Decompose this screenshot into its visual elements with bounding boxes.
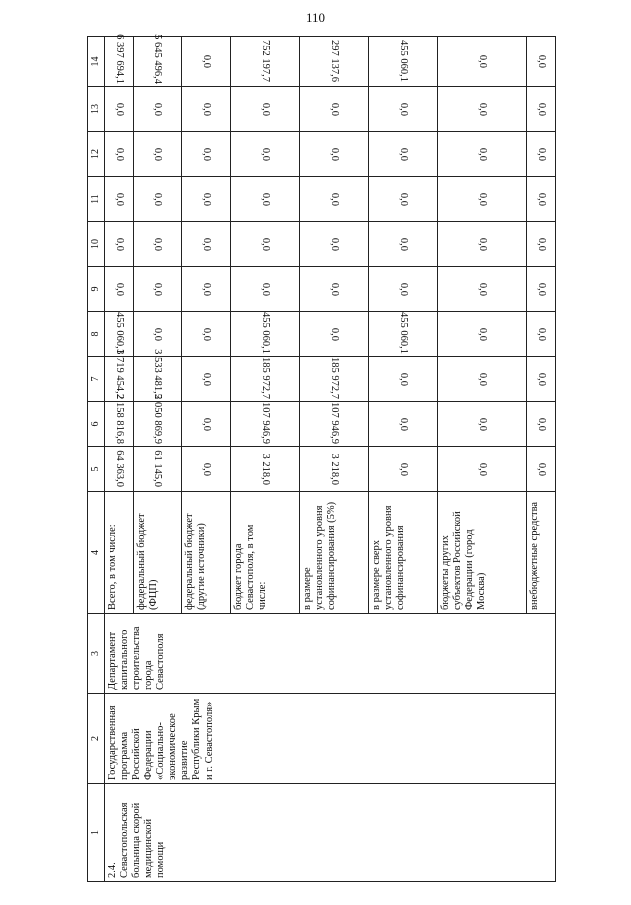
amount-value: 0,0: [201, 237, 213, 251]
amount-value: 455 060,1: [260, 312, 272, 354]
amount-cell: [133, 87, 182, 132]
amount-value: 0,0: [152, 282, 164, 296]
amount-cell: [105, 87, 134, 132]
amount-cell: [369, 357, 438, 402]
amount-value: 0,0: [477, 54, 489, 69]
funding-source-label: федеральный бюджет (другие источники): [182, 492, 231, 614]
amount-value: 0,0: [152, 192, 164, 206]
amount-value: 185 972,7: [329, 357, 341, 399]
column-number-4: 4: [88, 492, 105, 614]
amount-cell: [231, 222, 300, 267]
amount-cell: [300, 37, 369, 87]
amount-value: 0,0: [536, 372, 548, 386]
amount-value: 3 218,0: [329, 453, 341, 485]
amount-value: 0,0: [477, 462, 489, 476]
amount-value: 0,0: [113, 147, 125, 161]
amount-value: 0,0: [398, 372, 410, 386]
object-name-cell: 2.4. Севастопольская больница скорой медицинской помощи: [105, 784, 556, 882]
page-number: 110: [305, 10, 326, 25]
amount-cell: [231, 447, 300, 492]
rotated-table-area: [87, 34, 556, 882]
amount-cell: [527, 37, 556, 87]
amount-value: 455 060,1: [398, 312, 410, 354]
amount-cell: [369, 132, 438, 177]
amount-value: 0,0: [536, 327, 548, 341]
amount-value: 0,0: [152, 327, 164, 341]
amount-value: 297 137,6: [329, 40, 341, 83]
column-number-14: 14: [88, 37, 105, 87]
amount-value: 0,0: [329, 192, 341, 206]
column-number-6: 6: [88, 402, 105, 447]
amount-value: 0,0: [329, 102, 341, 116]
amount-value: 185 972,7: [260, 357, 272, 399]
amount-cell: [182, 267, 231, 312]
amount-cell: [231, 37, 300, 87]
column-number-7: 7: [88, 357, 105, 402]
amount-cell: [527, 447, 556, 492]
amount-value: 0,0: [201, 327, 213, 341]
amount-value: 2 158 816,8: [113, 394, 125, 444]
amount-value: 0,0: [201, 147, 213, 161]
amount-value: 64 363,0: [113, 450, 125, 488]
amount-value: 107 946,9: [329, 402, 341, 444]
amount-value: 0,0: [201, 372, 213, 386]
header-row: [88, 37, 105, 882]
program-name-cell: Государственная программа Российской Федерации «Социально-экономическое развитие Республики Крым и г. Севастополя»: [105, 694, 556, 784]
amount-cell: [133, 132, 182, 177]
amount-cell: [300, 132, 369, 177]
amount-value: 0,0: [113, 192, 125, 206]
amount-cell: [438, 177, 527, 222]
amount-cell: [300, 312, 369, 357]
amount-cell: [300, 402, 369, 447]
column-number-9: 9: [88, 267, 105, 312]
amount-value: 0,0: [329, 327, 341, 341]
amount-cell: [231, 267, 300, 312]
amount-cell: [527, 402, 556, 447]
funding-source-label: внебюджетные средства: [527, 492, 556, 614]
amount-cell: [105, 312, 134, 357]
amount-cell: [438, 132, 527, 177]
funding-source-label: бюджет города Севастополя, в том числе:: [231, 492, 300, 614]
amount-cell: [105, 394, 134, 447]
column-number-3: 3: [88, 614, 105, 694]
amount-value: 0,0: [152, 147, 164, 161]
amount-cell: [369, 37, 438, 87]
amount-cell: [231, 132, 300, 177]
amount-value: 0,0: [113, 102, 125, 116]
amount-value: 752 197,7: [260, 40, 272, 83]
amount-value: 0,0: [536, 102, 548, 116]
amount-value: 0,0: [477, 282, 489, 296]
amount-cell: [300, 222, 369, 267]
amount-cell: [438, 357, 527, 402]
amount-value: 0,0: [201, 54, 213, 69]
amount-cell: [231, 87, 300, 132]
amount-cell: [300, 447, 369, 492]
amount-value: 0,0: [152, 237, 164, 251]
amount-cell: [182, 222, 231, 267]
amount-value: 0,0: [113, 237, 125, 251]
amount-value: 0,0: [536, 282, 548, 296]
funding-source-label: Всего, в том числе:: [105, 492, 134, 614]
amount-cell: [369, 267, 438, 312]
amount-value: 0,0: [329, 282, 341, 296]
amount-value: 0,0: [260, 282, 272, 296]
amount-cell: [369, 87, 438, 132]
table-row: [105, 37, 134, 882]
amount-value: 0,0: [536, 462, 548, 476]
amount-value: 3 719 454,2: [113, 349, 125, 399]
amount-cell: [438, 37, 527, 87]
amount-cell: [133, 267, 182, 312]
amount-cell: [527, 267, 556, 312]
amount-cell: [182, 447, 231, 492]
column-number-8: 8: [88, 312, 105, 357]
amount-cell: [133, 34, 182, 87]
amount-value: 0,0: [260, 237, 272, 251]
amount-cell: [527, 357, 556, 402]
amount-value: 455 060,1: [113, 312, 125, 354]
amount-cell: [438, 447, 527, 492]
amount-cell: [133, 222, 182, 267]
amount-cell: [182, 87, 231, 132]
amount-cell: [182, 402, 231, 447]
amount-value: 0,0: [201, 462, 213, 476]
amount-cell: [231, 177, 300, 222]
amount-cell: [438, 222, 527, 267]
amount-value: 0,0: [201, 102, 213, 116]
amount-value: 455 060,1: [398, 40, 410, 83]
amount-cell: [300, 357, 369, 402]
amount-cell: [438, 312, 527, 357]
amount-cell: [182, 177, 231, 222]
amount-value: 0,0: [536, 54, 548, 69]
amount-value: 0,0: [398, 417, 410, 431]
amount-value: 0,0: [536, 417, 548, 431]
column-number-5: 5: [88, 447, 105, 492]
amount-cell: [133, 447, 182, 492]
amount-value: 0,0: [477, 102, 489, 116]
amount-cell: [182, 357, 231, 402]
amount-cell: [300, 267, 369, 312]
amount-value: 0,0: [398, 192, 410, 206]
amount-value: 6 397 694,1: [113, 34, 125, 84]
amount-cell: [133, 177, 182, 222]
amount-cell: [231, 312, 300, 357]
amount-value: 0,0: [398, 462, 410, 476]
amount-cell: [438, 267, 527, 312]
amount-cell: [300, 177, 369, 222]
amount-value: 0,0: [477, 237, 489, 251]
amount-cell: [527, 87, 556, 132]
executor-cell: Департамент капитального строительства города Севастополя: [105, 614, 556, 694]
amount-cell: [133, 349, 182, 402]
amount-value: 0,0: [152, 102, 164, 116]
amount-cell: [105, 34, 134, 87]
amount-value: 0,0: [398, 237, 410, 251]
amount-cell: [182, 37, 231, 87]
amount-cell: [438, 87, 527, 132]
amount-value: 0,0: [477, 372, 489, 386]
amount-value: 107 946,9: [260, 402, 272, 444]
column-number-2: 2: [88, 694, 105, 784]
amount-value: 0,0: [398, 147, 410, 161]
column-number-10: 10: [88, 222, 105, 267]
amount-cell: [300, 87, 369, 132]
amount-value: 5 645 496,4: [152, 34, 164, 84]
amount-value: 0,0: [260, 192, 272, 206]
amount-value: 0,0: [113, 282, 125, 296]
amount-value: 0,0: [398, 282, 410, 296]
amount-cell: [527, 222, 556, 267]
amount-cell: [105, 132, 134, 177]
amount-cell: [105, 222, 134, 267]
amount-value: 0,0: [536, 192, 548, 206]
amount-cell: [438, 402, 527, 447]
amount-value: 3 218,0: [260, 453, 272, 485]
amount-cell: [133, 394, 182, 447]
amount-cell: [182, 132, 231, 177]
amount-cell: [527, 312, 556, 357]
amount-value: 0,0: [477, 327, 489, 341]
amount-cell: [182, 312, 231, 357]
amount-cell: [105, 349, 134, 402]
amount-cell: [369, 312, 438, 357]
amount-cell: [105, 267, 134, 312]
column-number-12: 12: [88, 132, 105, 177]
amount-value: 3 533 481,5: [152, 349, 164, 399]
amount-value: 0,0: [536, 237, 548, 251]
funding-source-label: в размере установленного уровня софинансирования (5%): [300, 492, 369, 614]
amount-value: 0,0: [536, 147, 548, 161]
funding-source-label: бюджеты других субъектов Российской Федерации (город Москва): [438, 492, 527, 614]
amount-cell: [105, 177, 134, 222]
funding-source-label: в размере сверх установленного уровня софинансирования: [369, 492, 438, 614]
amount-value: 2 050 869,9: [152, 394, 164, 444]
amount-cell: [527, 177, 556, 222]
amount-value: 0,0: [201, 192, 213, 206]
amount-cell: [105, 447, 134, 492]
column-number-13: 13: [88, 87, 105, 132]
amount-cell: [231, 402, 300, 447]
amount-value: 0,0: [329, 147, 341, 161]
amount-value: 0,0: [201, 282, 213, 296]
amount-value: 0,0: [398, 102, 410, 116]
amount-value: 0,0: [260, 102, 272, 116]
column-number-11: 11: [88, 177, 105, 222]
amount-cell: [369, 222, 438, 267]
amount-value: 0,0: [329, 237, 341, 251]
amount-value: 0,0: [477, 192, 489, 206]
amount-value: 0,0: [201, 417, 213, 431]
column-number-1: 1: [88, 784, 105, 882]
amount-value: 61 145,0: [152, 450, 164, 488]
amount-cell: [369, 402, 438, 447]
financing-table: [87, 36, 556, 882]
amount-cell: [231, 357, 300, 402]
amount-cell: [369, 447, 438, 492]
funding-source-label: федеральный бюджет (ФЦП): [133, 492, 182, 614]
amount-cell: [527, 132, 556, 177]
amount-value: 0,0: [260, 147, 272, 161]
amount-cell: [369, 177, 438, 222]
amount-value: 0,0: [477, 147, 489, 161]
amount-value: 0,0: [477, 417, 489, 431]
